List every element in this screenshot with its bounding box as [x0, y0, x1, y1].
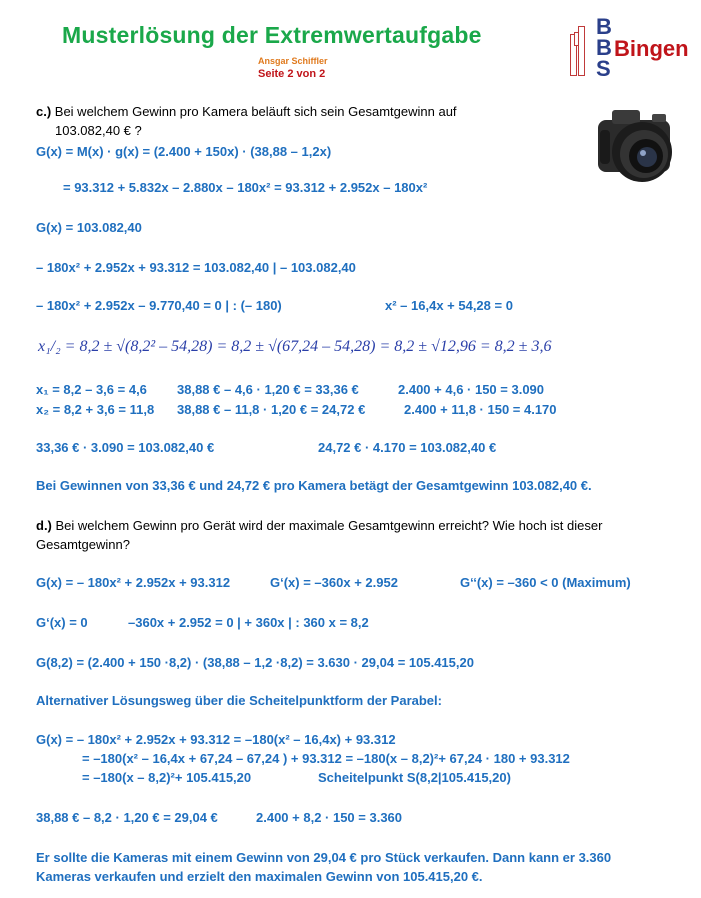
- solution-line: 2.400 + 11,8 · 150 = 4.170: [404, 402, 557, 417]
- quadratic-formula: x₁/₂ = 8,2 ± √(8,2² – 54,28) = 8,2 ± √(67,24 – 54,28) = 8,2 ± √12,96 = 8,2 ± 3,6: [38, 338, 552, 355]
- question-c-text: Bei welchem Gewinn pro Kamera beläuft sich sein Gesamtgewinn auf: [51, 104, 457, 119]
- solution-line: G(x) = 103.082,40: [36, 220, 142, 235]
- bbs-bingen-logo: [568, 14, 689, 81]
- camera-image: [592, 100, 688, 192]
- page-title: Musterlösung der Extremwertaufgabe: [62, 22, 482, 48]
- solution-line: 38,88 € – 8,2 · 1,20 € = 29,04 €: [36, 810, 218, 825]
- solution-line: 33,36 € · 3.090 = 103.082,40 €: [36, 440, 215, 455]
- solution-line: 24,72 € · 4.170 = 103.082,40 €: [318, 440, 497, 455]
- page-number: Seite 2 von 2: [258, 68, 326, 80]
- logo-letter: B: [596, 35, 612, 60]
- question-d-text: Bei welchem Gewinn pro Gerät wird der maximale Gesamtgewinn erreicht? Wie hoch ist dieser: [51, 518, 603, 533]
- question-d: [36, 518, 602, 533]
- solution-line: 38,88 € – 4,6 · 1,20 € = 33,36 €: [177, 382, 359, 397]
- logo-letter: B: [596, 14, 612, 39]
- section-heading: Alternativer Lösungsweg über die Scheitelpunktform der Parabel:: [36, 693, 442, 708]
- solution-line: 2.400 + 8,2 · 150 = 3.360: [256, 810, 403, 825]
- solution-line: 2.400 + 4,6 · 150 = 3.090: [398, 382, 545, 397]
- solution-line: –360x + 2.952 = 0 | + 360x | : 360 x = 8,2: [128, 615, 369, 630]
- question-c-label: c.): [36, 104, 52, 119]
- answer-d: Er sollte die Kameras mit einem Gewinn von 29,04 € pro Stück verkaufen. Dann kann er 3.360: [36, 850, 612, 865]
- logo-word: Bingen: [614, 36, 689, 61]
- solution-line: = –180(x – 8,2)²+ 105.415,20: [82, 770, 252, 785]
- solution-line: = –180(x² – 16,4x + 67,24 – 67,24 ) + 93.312 = –180(x – 8,2)²+ 67,24 · 180 + 93.312: [82, 751, 570, 766]
- question-c-text-2: 103.082,40 € ?: [55, 123, 142, 138]
- vertex-point: Scheitelpunkt S(8,2|105.415,20): [318, 770, 511, 785]
- solution-line: – 180x² + 2.952x – 9.770,40 = 0 | : (– 180): [36, 298, 282, 313]
- solution-line: x₂ = 8,2 + 3,6 = 11,8: [36, 402, 155, 417]
- solution-line: x² – 16,4x + 54,28 = 0: [385, 298, 513, 313]
- answer-d: Kameras verkaufen und erzielt den maximalen Gewinn von 105.415,20 €.: [36, 869, 483, 884]
- question-d-text-2: Gesamtgewinn?: [36, 537, 130, 552]
- solution-line: x₁ = 8,2 – 3,6 = 4,6: [36, 382, 147, 397]
- solution-line: – 180x² + 2.952x + 93.312 = 103.082,40 | – 103.082,40: [36, 260, 356, 275]
- solution-line: G‘(x) = 0: [36, 615, 88, 630]
- solution-line: G(x) = M(x) · g(x) = (2.400 + 150x) · (38,88 – 1,2x): [36, 144, 332, 159]
- logo-letter: S: [596, 56, 611, 81]
- logo-pillar: [578, 26, 585, 76]
- question-c: [36, 104, 457, 119]
- solution-line: G(x) = – 180x² + 2.952x + 93.312 = –180(x² – 16,4x) + 93.312: [36, 732, 396, 747]
- solution-line: G‘‘(x) = –360 < 0 (Maximum): [460, 575, 631, 590]
- solution-line: G‘(x) = –360x + 2.952: [270, 575, 398, 590]
- question-d-label: d.): [36, 518, 52, 533]
- author-name: Ansgar Schiffler: [258, 56, 328, 66]
- solution-line: = 93.312 + 5.832x – 2.880x – 180x² = 93.312 + 2.952x – 180x²: [63, 180, 428, 195]
- solution-line: G(8,2) = (2.400 + 150 ·8,2) · (38,88 – 1,2 ·8,2) = 3.630 · 29,04 = 105.415,20: [36, 655, 474, 670]
- solution-line: G(x) = – 180x² + 2.952x + 93.312: [36, 575, 231, 590]
- answer-c: Bei Gewinnen von 33,36 € und 24,72 € pro Kamera betägt der Gesamtgewinn 103.082,40 €.: [36, 478, 592, 493]
- solution-line: 38,88 € – 11,8 · 1,20 € = 24,72 €: [177, 402, 366, 417]
- logo-pillar: [574, 32, 579, 46]
